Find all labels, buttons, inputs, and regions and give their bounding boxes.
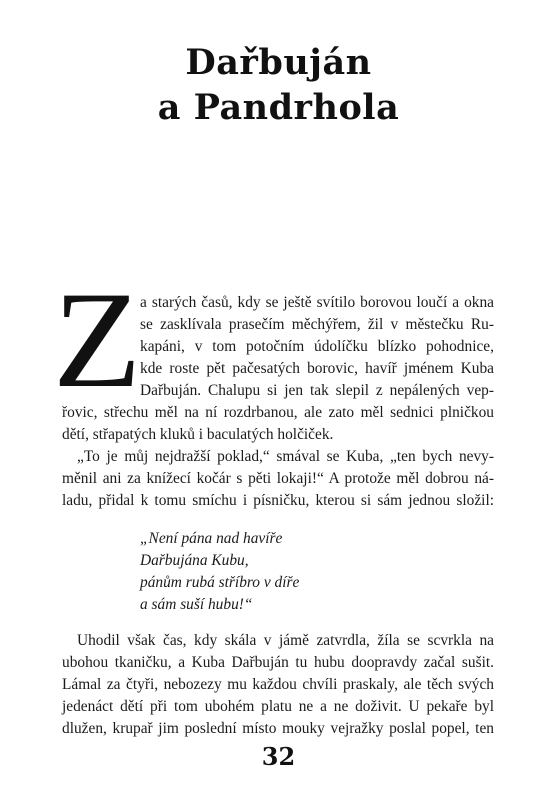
- drop-cap: Z: [52, 263, 142, 416]
- text-line: jedenáct dětí při tom ubohém platu ne a ne doživit. U pekaře byl: [62, 698, 494, 715]
- text-line: dětí, střapatých kluků i baculatých holčiček.: [62, 426, 334, 443]
- text-line: Uhodil však čas, kdy skála v jámě zatvrdla, žíla se scvrkla na: [77, 632, 494, 649]
- page-number: 32: [261, 742, 296, 771]
- text-line: řovic, střechu měl na ní rozdrbanou, ale zato měl sednici plničkou: [62, 404, 494, 421]
- text-line: „To je můj nejdražší poklad,“ smával se Kuba, „ten bych nevy-: [77, 448, 494, 465]
- text-line: ubohou tkaničku, a Kuba Dařbuján tu hubu doopravdy začal sušit.: [62, 654, 494, 671]
- text-line: měnil ani za knížecí kočár s pěti lokaji!“ A protože měl dobrou ná-: [62, 470, 494, 487]
- chapter-title-line-2: a Pandrhola: [157, 87, 400, 128]
- text-line: ladu, přidal k tomu smíchu i písničku, kterou si sám jednou složil:: [62, 492, 494, 509]
- text-line: se zasklívala prasečím měchýřem, žil v městečku Ru-: [140, 316, 494, 333]
- chapter-title-line-1: Dařbuján: [185, 42, 372, 83]
- verse-line: „Není pána nad havíře: [140, 530, 283, 547]
- verse-line: a sám suší hubu!“: [140, 596, 253, 613]
- text-line: a starých časů, kdy se ještě svítilo borovou loučí a okna: [140, 294, 494, 311]
- text-line: Dařbuján. Chalupu si jen tak slepil z nepálených vep-: [140, 382, 494, 399]
- verse-line: pánům rubá stříbro v díře: [140, 574, 300, 591]
- verse-line: Dařbujána Kubu,: [140, 552, 249, 569]
- text-line: Lámal za čtyři, nebozezy mu každou chvíli praskaly, ale těch svých: [62, 676, 494, 693]
- text-line: dlužen, krupař jim poslední místo mouky vejražky poslal popel, ten: [62, 720, 494, 737]
- text-line: kde roste pět pačesatých borovic, havíř jménem Kuba: [140, 360, 494, 377]
- text-line: kapáni, v tom potočním údolíčku blízko pohodnice,: [140, 338, 494, 355]
